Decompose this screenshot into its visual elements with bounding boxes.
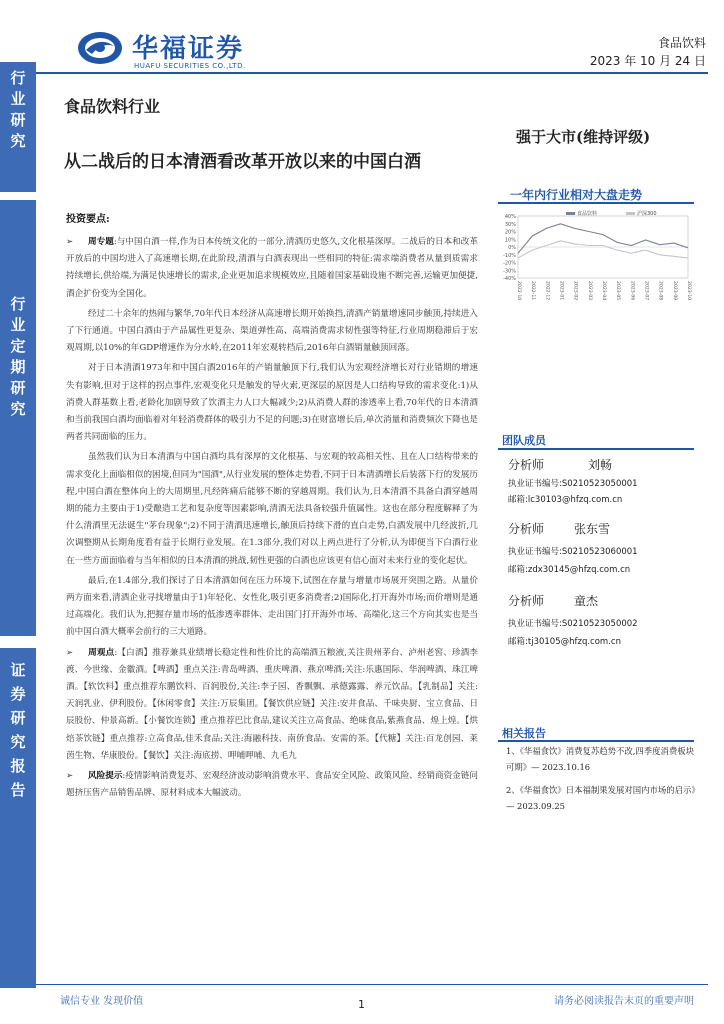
analyst-name: 张东雪	[574, 522, 611, 536]
x-tick-label: 2023-01	[558, 281, 564, 301]
analyst-license: 执业证书编号:S0210523050002	[508, 619, 638, 629]
side-tab-top-label: 行业研究	[10, 69, 26, 150]
y-tick-label: -30%	[503, 268, 516, 275]
relative-performance-chart	[496, 208, 696, 316]
invest-point-6	[66, 645, 478, 765]
analyst-role: 分析师	[508, 458, 545, 472]
analyst-email: 邮箱:zdx30145@hfzq.com.cn	[508, 565, 631, 575]
rating: 强于大市(维持评级)	[516, 128, 651, 146]
invest-heading: 投资要点:	[66, 214, 110, 225]
x-tick-label: 2022-10	[516, 281, 521, 301]
bullet-icon: ➢	[66, 647, 74, 658]
license-number: S0210523050001	[561, 479, 638, 489]
invest-point-7-label: 风险提示	[88, 771, 123, 782]
y-tick-label: 10%	[504, 237, 516, 244]
invest-point-4: 虽然我们认为日本清酒与中国白酒均具有深厚的文化根基、与宏观的较高相关性、且在人口结构带来的需求变化上面临相似的困境,但同为"国酒",从行业发展的整体走势看,不同于日本清酒增长后装落下行的发展历程,中国白酒在整体向上的大周期里,凡经阵痛后能够不断的穿越周期。我们认为,日本清酒不具备白酒穿越周期的能力主要由于1)受酿造工艺和复杂度等因素影响,清酒无法具备较强升值属性。这也在部分程度解释了为什么清酒里无法诞生"茅台现象";2)不同于清酒迅速增长,触顶后持续下滑的直白走势,白酒发展中几经波折,几次调整期从长期角度看有益于长期行业发展。在1.3部分,我们对以上两点进行了分析,认为即便当下白酒行业在一些方面面临着与当年相似的日本清酒的挑战,韧性更强的白酒也应该更有信心面对未来行业的变化起伏。	[66, 452, 478, 566]
y-tick-label: -10%	[503, 252, 516, 259]
footer-disclaimer: 请务必阅读报告末页的重要声明	[554, 996, 694, 1007]
side-tab-bottom	[0, 648, 36, 988]
x-tick-label: 2023-06	[629, 281, 635, 301]
invest-point-6-text: :【白酒】推荐兼具业绩增长稳定性和性价比的高端酒五粮液,关注贵州茅台、泸州老窖、珍酒李渡、今世缘、金徽酒。【啤酒】重点关注:青岛啤酒、重庆啤酒、燕京啤酒;关注:乐惠国际、华润啤酒、珠江啤酒。【软饮料】重点推荐东鹏饮料、百润股份,关注:李子园、香飘飘、承德露露、养元饮品。【乳制品】关注:天润乳业、伊利股份。【休闲零食】关注:万辰集团。【餐饮供应链】关注:安井食品、千味央厨、宝立食品、日辰股份、仲景高新。【小餐饮连锁】重点推荐巴比食品,建议关注立高食品、绝味食品,紫燕食品、煌上煌。【烘焙茶饮链】重点推荐:立高食品,佳禾食品;关注:海融科技、南侨食品、安需的茶。【代糖】关注:百龙创园、莱茵生物、华康股份。【餐饮】关注:海底捞、呷哺呷哺、九毛九	[66, 647, 478, 761]
invest-point-6-label: 周观点	[88, 647, 115, 658]
page-number: 1	[358, 998, 365, 1011]
logo-sub: HUAFU SECURITIES CO.,LTD.	[134, 62, 246, 70]
related-list	[506, 744, 700, 814]
y-tick-label: -20%	[503, 260, 516, 267]
logo-name: 华福证券	[132, 34, 245, 64]
team-heading: 团队成员	[502, 434, 546, 447]
x-tick-label: 2023-07	[643, 281, 649, 301]
invest-point-1	[66, 234, 478, 303]
invest-point-5: 最后,在1.4部分,我们探讨了日本清酒如何在压力环境下,试图在存量与增量市场展开突围之路。从量价两方面来看,清酒企业寻找增量由于1)年轻化、女性化,吸引更多消费者;2)国际化,打开海外市场;而价增则是通过高端化。我们认为,把握存量市场的低渗透率群体、走出国门打开海外市场、高端化,这三个方向其实也是当前中国白酒大概率会前行的三大道路。	[66, 575, 478, 638]
analyst-license: 执业证书编号:S0210523050001	[508, 479, 638, 489]
side-tab-top	[0, 62, 36, 192]
company-logo	[76, 24, 276, 72]
analyst-license: 执业证书编号:S0210523060001	[508, 547, 638, 557]
x-tick-label: 2023-09	[671, 281, 677, 301]
series-line-2	[518, 241, 688, 258]
related-rule	[498, 740, 694, 742]
header-date: 2023 年 10 月 24 日	[589, 54, 706, 68]
license-number: S0210523060001	[561, 547, 638, 557]
legend-swatch-2	[626, 212, 635, 215]
header-category: 食品饮料	[657, 36, 706, 50]
bullet-icon: ➢	[66, 771, 74, 782]
x-tick-label: 2022-11	[530, 281, 536, 301]
side-tab-middle-label: 行业定期研究	[10, 295, 26, 418]
logo-mark-icon	[76, 28, 124, 68]
side-tab-bottom-label: 证券研究报告	[10, 661, 26, 799]
y-tick-label: -40%	[503, 276, 516, 282]
analyst-role: 分析师	[508, 522, 545, 536]
invest-point-7	[66, 768, 478, 802]
footer-slogan: 诚信专业 发现价值	[60, 996, 144, 1007]
side-tab-middle	[0, 200, 36, 636]
team-rule	[498, 448, 694, 450]
industry-title: 食品饮料行业	[64, 97, 161, 116]
analyst-role: 分析师	[508, 594, 545, 608]
x-tick-label: 2023-08	[657, 281, 663, 301]
analyst-line	[508, 520, 694, 537]
series-line-1	[518, 224, 688, 253]
report-title: 从二战后的日本清酒看改革开放以来的中国白酒	[64, 152, 421, 172]
x-tick-label: 2023-02	[572, 281, 578, 301]
chart-heading: 一年内行业相对大盘走势	[510, 188, 643, 202]
y-tick-label: 40%	[504, 214, 516, 220]
y-tick-label: 0%	[508, 245, 516, 251]
header-rule	[36, 72, 708, 74]
analyst-line	[508, 456, 694, 473]
footer-rule	[36, 984, 708, 985]
invest-point-3: 对于日本清酒1973年和中国白酒2016年的产销量触顶下行,我们认为宏观经济增长对行业错期的增速失有影响,但对于这样的拐点事件,宏观变化只是触发的导火索,更深层的原因是人口结构导致的需求变化:1)从消费人群基数上看,老龄化加剧导致了饮酒主力人口大幅减少;2)从消费人群的渗透率上看,70年代的日本清酒和当前我国白酒均面临着对年轻消费群体的吸引力不足的问题;3)在财富增长后,单次消量和消费频次下降也是两者共同面临的压力。	[66, 363, 478, 443]
legend-label-1: 食品饮料	[577, 211, 598, 217]
analyst-email: 邮箱:tj30105@hfzq.com.cn	[508, 637, 621, 647]
legend-swatch-1	[566, 212, 575, 215]
related-heading: 相关报告	[502, 727, 546, 740]
invest-point-2: 经过二十余年的热闹与繁华,70年代日本经济从高速增长期开始换挡,清酒产销量增速同步触顶,持续进入了下行通道。中国白酒由于产品属性更复杂、渠道弹性高、高端消费需求韧性强等特征,行业周期稳滞后于宏观周期,以10%的年GDP增速作为分水岭,在2011年宏观转档后,2016年白酒销量触顶回落。	[66, 308, 478, 354]
x-tick-label: 2023-04	[601, 281, 606, 301]
bullet-icon: ➢	[66, 237, 74, 247]
related-report-1[interactable]: 1、《华福食饮》消费复苏趋势不改,四季度消费板块可期》— 2023.10.16	[506, 746, 695, 772]
email-link[interactable]: tj30105@hfzq.com.cn	[527, 637, 621, 647]
team-member-1	[508, 456, 694, 505]
invest-point-1-text: :与中国白酒一样,作为日本传统文化的一部分,清酒历史悠久,文化根基深厚。二战后的日本和改革开放后的中国均进入了高速增长期,在此阶段,清酒与白酒表现出一些相同的特征:需求端消费者从量到质需求持续增长,供给端,为满足快速增长的需求,企业更加追求规模效应,且随着国家基础设施不断完善,运输更加便捷,酒企扩份变为全国化。	[66, 237, 478, 299]
related-report-2[interactable]: 2、《华福食饮》日本福制果发展对国内市场的启示》— 2023.09.25	[506, 785, 700, 811]
analyst-line	[508, 592, 694, 609]
legend-label-2: 沪深300	[637, 211, 657, 217]
email-link[interactable]: zdx30145@hfzq.com.cn	[527, 565, 631, 575]
analyst-name: 刘畅	[588, 458, 613, 472]
analyst-name: 童杰	[574, 594, 599, 608]
team-member-3	[508, 592, 694, 647]
team-member-2	[508, 520, 694, 575]
invest-body	[66, 234, 478, 806]
x-tick-label: 2023-03	[586, 281, 592, 301]
y-tick-label: 20%	[504, 229, 516, 236]
x-tick-label: 2023-10	[686, 281, 691, 301]
license-number: S0210523050002	[561, 619, 638, 629]
email-link[interactable]: lc30103@hfzq.com.cn	[527, 495, 623, 505]
x-tick-label: 2023-05	[615, 281, 621, 301]
invest-point-1-label: 周专题	[88, 237, 114, 247]
y-tick-label: 30%	[504, 221, 516, 228]
x-tick-label: 2022-12	[544, 281, 550, 301]
chart-rule	[498, 202, 694, 204]
analyst-email: 邮箱:lc30103@hfzq.com.cn	[508, 495, 623, 505]
invest-point-7-text: :疫情影响消费复苏、宏观经济波动影响消费水平、食品安全风险、政策风险、经销商资金链问题挤压售产品销售品牌、原材料成本大幅波动。	[66, 771, 478, 799]
